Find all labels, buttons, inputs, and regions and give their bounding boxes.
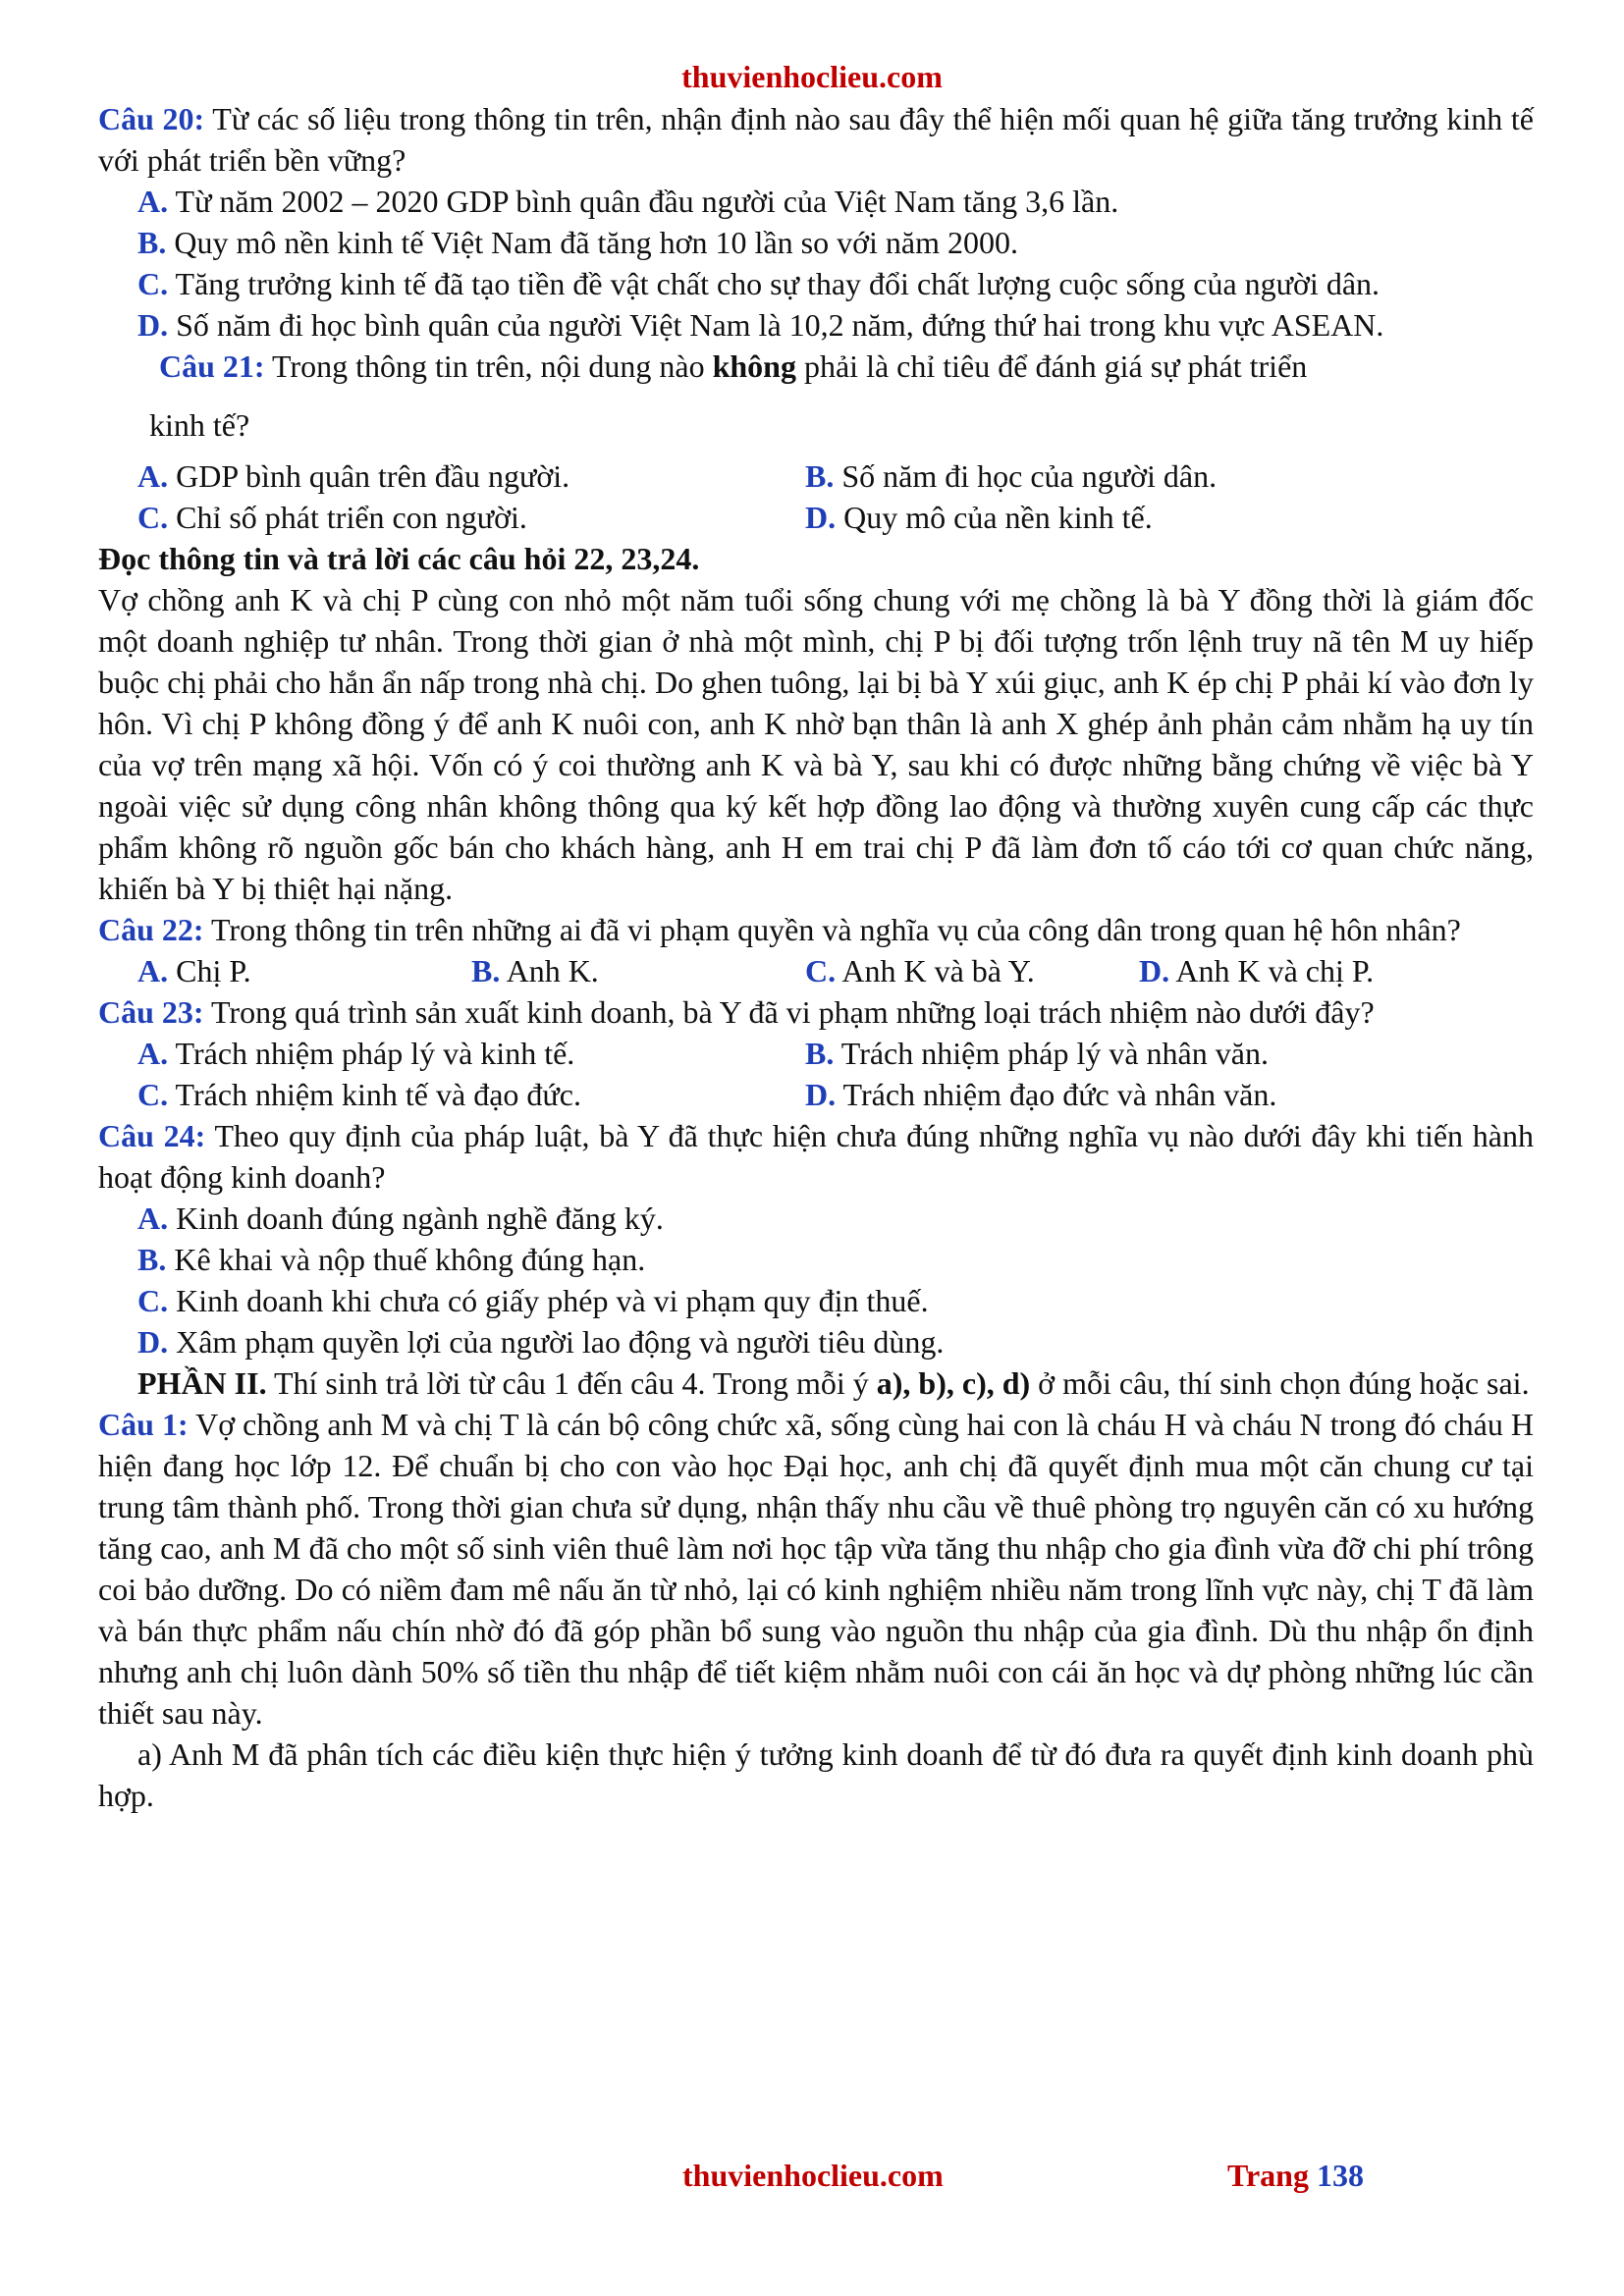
q24-option-c: C. Kinh doanh khi chưa có giấy phép và vi phạm quy địn thuế. <box>137 1283 929 1318</box>
q24-question: Câu 24: Theo quy định của pháp luật, bà Y đã thực hiện chưa đúng những nghĩa vụ nào dưới đây khi tiến hành hoạt động kinh doanh? <box>98 1118 1535 1195</box>
q21-option-c: C. Chỉ số phát triển con người. <box>137 500 527 535</box>
q20-option-d: D. Số năm đi học bình quân của người Việt Nam là 10,2 năm, đứng thứ hai trong khu vực ASEAN. <box>137 307 1384 343</box>
q22-option-d: D. Anh K và chị P. <box>1139 953 1375 988</box>
reading-heading: Đọc thông tin và trả lời các câu hỏi 22, 23,24. <box>98 541 700 576</box>
q22-option-c: C. Anh K và bà Y. <box>805 953 1035 988</box>
part2-q1-question: Câu 1: Vợ chồng anh M và chị T là cán bộ công chức xã, sống cùng hai con là cháu H và cháu N trong đó cháu H hiện đang học lớp 12. Để chuẩn bị cho con vào học Đại học, anh chị đã quyết định mua một căn chung cư tại trung tâm thành phố. Trong thời gian chưa sử dụng, nhận thấy nhu cầu về thuê phòng trọ nguyên căn có xu hướng tăng cao, anh M đã cho một số sinh viên thuê làm nơi học tập vừa tăng thu nhập cho gia đình vừa đỡ chi phí trông coi bảo dưỡng. Do có niềm đam mê nấu ăn từ nhỏ, lại có kinh nghiệm nhiều năm trong lĩnh vực này, chị T đã làm và bán thực phẩm nấu chín nhờ đó đã góp phần bổ sung vào nguồn thu nhập của gia đình. Dù thu nhập ổn định nhưng anh chị luôn dành 50% số tiền thu nhập để tiết kiệm nhằm nuôi con cái ăn học và dự phòng những lúc cần thiết sau này. <box>98 1407 1535 1731</box>
q23-option-d: D. Trách nhiệm đạo đức và nhân văn. <box>805 1077 1277 1112</box>
part2-label: PHẦN II. <box>137 1365 267 1401</box>
footer-site: thuvienhoclieu.com <box>682 2158 944 2193</box>
q21-option-d: D. Quy mô của nền kinh tế. <box>805 500 1153 535</box>
q24-option-b: B. Kê khai và nộp thuế không đúng hạn. <box>137 1242 646 1277</box>
part2-q1-statement-a: a) Anh M đã phân tích các điều kiện thực hiện ý tưởng kinh doanh để từ đó đưa ra quyết định kinh doanh phù hợp. <box>98 1736 1534 1813</box>
q23-option-a: A. Trách nhiệm pháp lý và kinh tế. <box>137 1036 575 1071</box>
q20-question <box>98 98 1534 181</box>
q21-question-line2: kinh tế? <box>149 407 250 443</box>
q23-options <box>98 1033 1534 1115</box>
q20-text: Từ các số liệu trong thông tin trên, nhận định nào sau đây thể hiện mối quan hệ giữa tăng trưởng kinh tế với phát triển bền vững? <box>98 101 1535 178</box>
page-content <box>98 98 1534 1816</box>
q23-option-b: B. Trách nhiệm pháp lý và nhân văn. <box>805 1036 1269 1071</box>
q21-question: Câu 21: Trong thông tin trên, nội dung nào không phải là chỉ tiêu để đánh giá sự phát triển <box>159 348 1308 384</box>
q20-option-c: C. Tăng trưởng kinh tế đã tạo tiền đề vật chất cho sự thay đổi chất lượng cuộc sống của người dân. <box>137 266 1380 301</box>
q20-option-b: B. Quy mô nền kinh tế Việt Nam đã tăng hơn 10 lần so với năm 2000. <box>137 225 1018 260</box>
q21-label: Câu 21: <box>159 348 265 384</box>
q23-option-c: C. Trách nhiệm kinh tế và đạo đức. <box>137 1077 581 1112</box>
q22-options <box>98 950 1534 991</box>
footer-page-number: Trang 138 <box>1227 2158 1364 2193</box>
part2-instructions: PHẦN II. Thí sinh trả lời từ câu 1 đến câu 4. Trong mỗi ý a), b), c), d) ở mỗi câu, thí sinh chọn đúng hoặc sai. <box>137 1365 1530 1401</box>
q22-option-a: A. Chị P. <box>137 953 251 988</box>
footer <box>0 2158 1624 2201</box>
q23-question: Câu 23: Trong quá trình sản xuất kinh doanh, bà Y đã vi phạm những loại trách nhiệm nào dưới đây? <box>98 994 1375 1030</box>
q20-label: Câu 20: <box>98 101 205 136</box>
q22-option-b: B. Anh K. <box>471 953 599 988</box>
q24-option-d: D. Xâm phạm quyền lợi của người lao động và người tiêu dùng. <box>137 1324 945 1360</box>
q21-option-b: B. Số năm đi học của người dân. <box>805 458 1218 494</box>
header-site: thuvienhoclieu.com <box>681 59 943 94</box>
q21-options <box>98 455 1534 538</box>
q22-question: Câu 22: Trong thông tin trên những ai đã vi phạm quyền và nghĩa vụ của công dân trong quan hệ hôn nhân? <box>98 912 1461 947</box>
q21-option-a: A. GDP bình quân trên đầu người. <box>137 458 570 494</box>
q20-option-a: A. Từ năm 2002 – 2020 GDP bình quân đầu người của Việt Nam tăng 3,6 lần. <box>137 184 1119 219</box>
q24-option-a: A. Kinh doanh đúng ngành nghề đăng ký. <box>137 1201 664 1236</box>
reading-passage: Vợ chồng anh K và chị P cùng con nhỏ một năm tuổi sống chung với mẹ chồng là bà Y đồng thời là giám đốc một doanh nghiệp tư nhân. Trong thời gian ở nhà một mình, chị P bị đối tượng trốn lệnh truy nã tên M uy hiếp buộc chị phải cho hắn ẩn nấp trong nhà chị. Do ghen tuông, lại bị bà Y xúi giục, anh K ép chị P phải kí vào đơn ly hôn. Vì chị P không đồng ý để anh K nuôi con, anh K nhờ bạn thân là anh X ghép ảnh phản cảm nhằm hạ uy tín của vợ trên mạng xã hội. Vốn có ý coi thường anh K và bà Y, sau khi có được những bằng chứng về việc bà Y ngoài việc sử dụng công nhân không thông qua ký kết hợp đồng lao động và thường xuyên cung cấp các thực phẩm không rõ nguồn gốc bán cho khách hàng, anh H em trai chị P đã làm đơn tố cáo tới cơ quan chức năng, khiến bà Y bị thiệt hại nặng. <box>98 582 1534 906</box>
